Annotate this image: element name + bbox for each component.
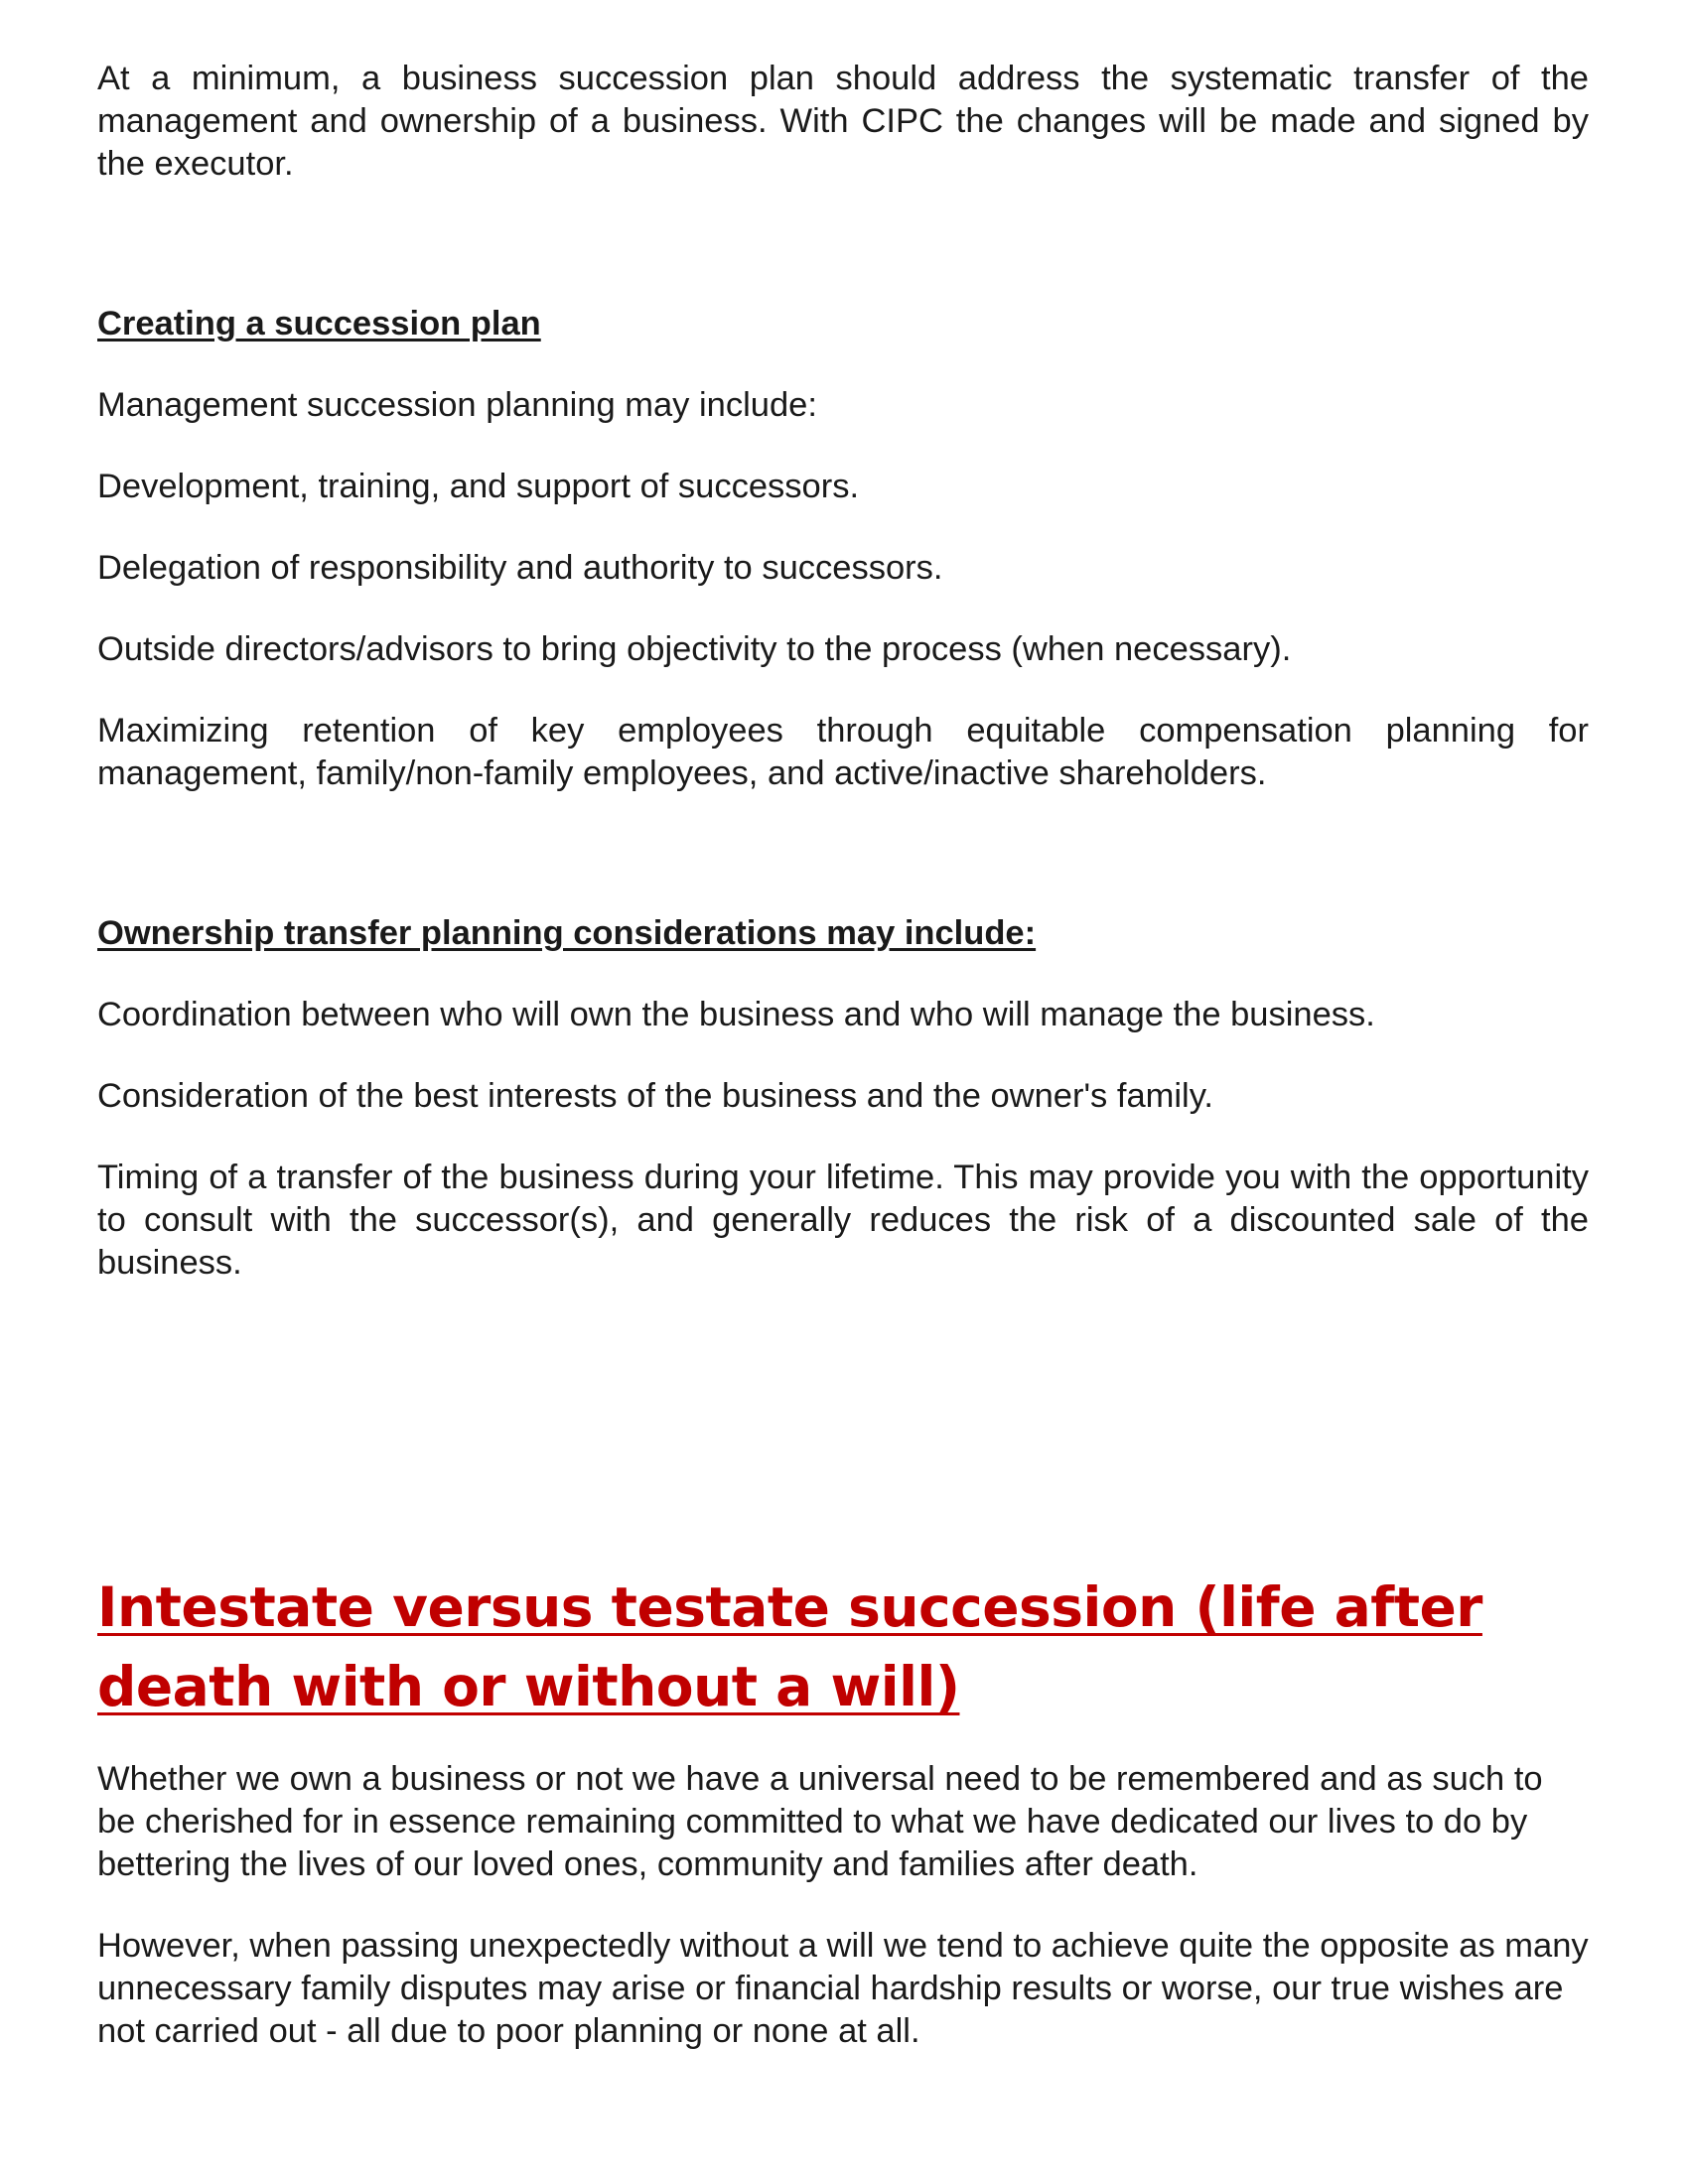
- creating-plan-heading: Creating a succession plan: [97, 305, 541, 342]
- ownership-heading: Ownership transfer planning considerations may include:: [97, 914, 1037, 952]
- ownership-item: Timing of a transfer of the business during your lifetime. This may provide you with the opportunity to consult with the successor(s), and generally reduces the risk of a discounted sale of the business.: [97, 1159, 1589, 1282]
- creating-plan-item: Outside directors/advisors to bring objectivity to the process (when necessary).: [97, 630, 1292, 668]
- creating-plan-item: Delegation of responsibility and authority to successors.: [97, 549, 943, 587]
- intro-paragraph: At a minimum, a business succession plan should address the systematic transfer of the management and ownership of a business. With CIPC the changes will be made and signed by the executor.: [97, 60, 1589, 183]
- creating-plan-lead: Management succession planning may include:: [97, 386, 817, 424]
- intestate-paragraph: Whether we own a business or not we have a universal need to be remembered and as such to be cherished for in essence remaining committed to what we have dedicated our lives to do by bettering the lives of our loved ones, community and families after death.: [97, 1760, 1543, 1883]
- document-page: [97, 58, 1589, 2053]
- intestate-heading: Intestate versus testate succession (life after death with or without a will): [97, 1575, 1482, 1718]
- intestate-paragraph: However, when passing unexpectedly without a will we tend to achieve quite the opposite as many unnecessary family disputes may arise or financial hardship results or worse, our true wishes are not carried out - all due to poor planning or none at all.: [97, 1927, 1589, 2050]
- ownership-item: Consideration of the best interests of the business and the owner's family.: [97, 1077, 1213, 1115]
- creating-plan-item: Development, training, and support of successors.: [97, 468, 860, 505]
- creating-plan-item: Maximizing retention of key employees through equitable compensation planning for management, family/non-family employees, and active/inactive shareholders.: [97, 712, 1589, 792]
- ownership-item: Coordination between who will own the business and who will manage the business.: [97, 996, 1375, 1033]
